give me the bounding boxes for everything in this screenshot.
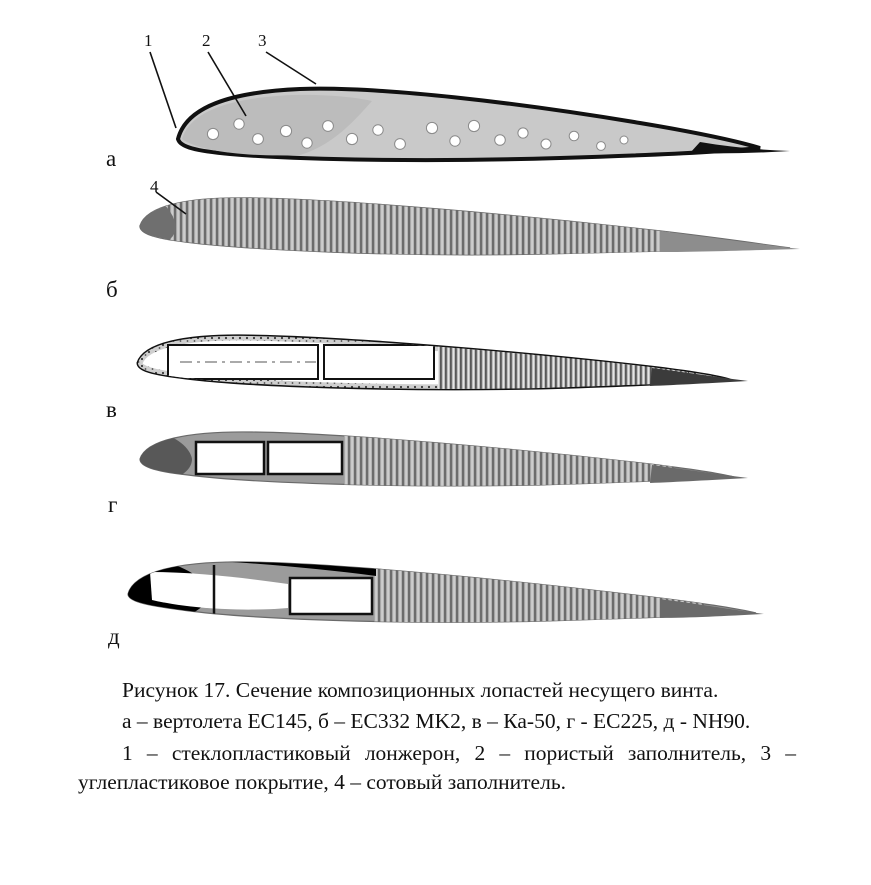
section-v-group xyxy=(138,336,748,394)
section-g-trailing-edge xyxy=(650,465,748,483)
section-v-cell-2 xyxy=(324,345,434,379)
caption-line-title: Рисунок 17. Сечение композиционных лопастей несущего винта. xyxy=(122,678,719,702)
section-b-group xyxy=(138,190,800,262)
section-d-trailing-edge xyxy=(660,599,764,618)
section-letter-g: г xyxy=(108,492,118,517)
callout-3-leader xyxy=(266,52,316,84)
section-letter-v: в xyxy=(106,397,117,422)
section-d-group xyxy=(126,553,764,628)
caption-line-legend: 1 – стеклопластиковый лонжерон, 2 – пористый заполнитель, 3 – углепластиковое покрытие, 4 – сотовый заполнитель. xyxy=(78,740,796,795)
callout-label-3: 3 xyxy=(258,31,267,50)
section-letter-d: д xyxy=(108,624,120,649)
section-letter-b: б xyxy=(106,277,118,302)
section-letter-a: а xyxy=(106,146,117,171)
caption-line-variants: а – вертолета EC145, б – EC332 MK2, в – Ка-50, г - EC225, д - NH90. xyxy=(122,709,751,734)
callout-label-4: 4 xyxy=(150,177,159,196)
section-b-trailing-edge xyxy=(660,231,800,252)
section-g-cell-2 xyxy=(268,442,342,474)
section-g-cell-1 xyxy=(196,442,264,474)
section-a-group xyxy=(150,52,790,160)
callout-label-2: 2 xyxy=(202,31,211,50)
callout-label-1: 1 xyxy=(144,31,153,50)
section-d-cell-2 xyxy=(290,578,372,614)
figure-caption xyxy=(78,676,796,800)
section-b-honeycomb xyxy=(150,190,670,262)
section-v-trailing-edge xyxy=(650,368,748,386)
callout-1-leader xyxy=(150,52,176,128)
section-g-group xyxy=(138,430,748,492)
